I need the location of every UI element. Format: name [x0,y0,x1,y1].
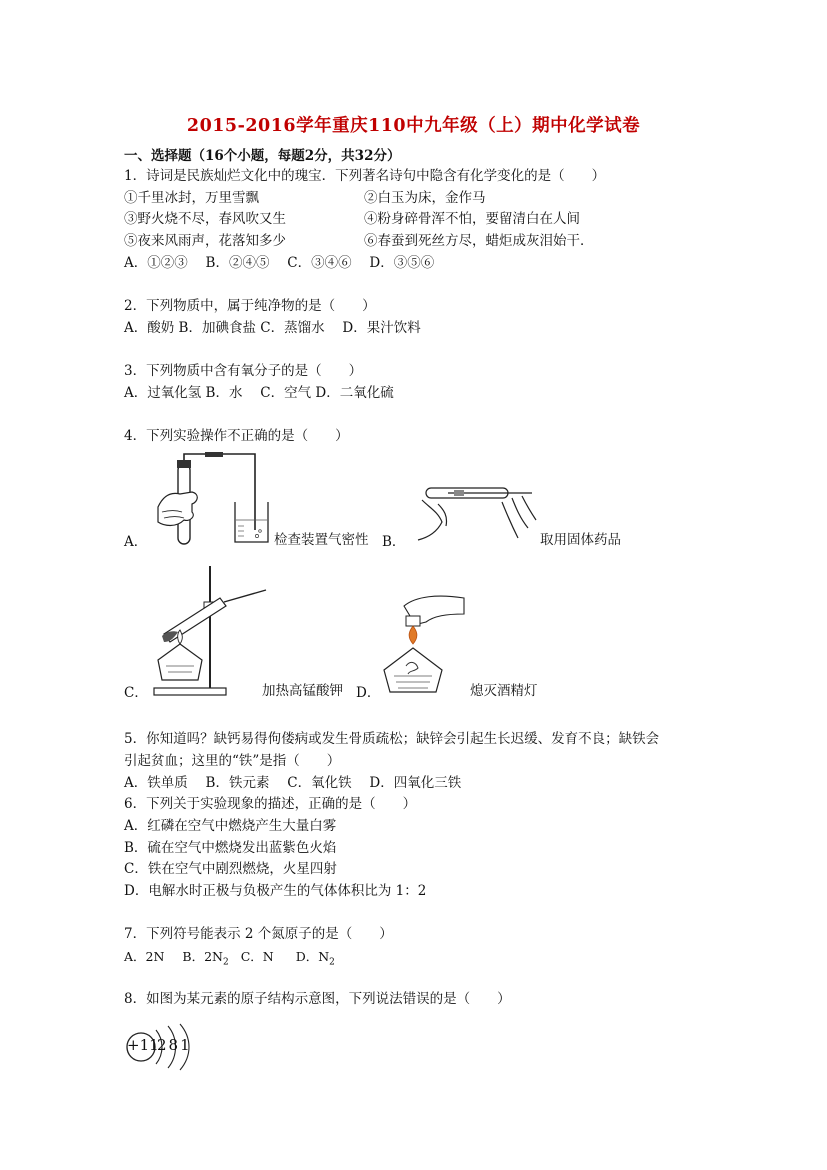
q7-choices [124,947,335,973]
q2-stem: 2．下列物质中，属于纯净物的是（ ） [124,298,376,314]
q1-option-2: ②白玉为床，金作马 [364,190,486,206]
q1-option-4: ④粉身碎骨浑不怕，要留清白在人间 [364,211,580,227]
q6-option-d: D．电解水时正极与负极产生的气体体积比为 1：2 [124,883,427,899]
atomic-structure-diagram [124,1020,196,1074]
q6-option-c: C．铁在空气中剧烈燃烧，火星四射 [124,861,337,877]
q7-option-c: C．N [240,949,274,964]
q4-option-b-label: B． [382,534,406,550]
q4-option-c-caption: 加热高锰酸钾 [262,683,343,699]
q7-option-d: D．$N_2$ [295,949,335,968]
q4-option-b-caption: 取用固体药品 [540,532,621,548]
q7-stem: 7．下列符号能表示 2 个氮原子的是（ ） [124,926,393,942]
q3-choices: A．过氧化氢 B．水 C．空气 D．二氧化硫 [124,385,394,401]
q5-choices: A．铁单质 B．铁元素 C．氧化铁 D．四氧化三铁 [124,775,462,791]
q3-stem: 3．下列物质中含有氧分子的是（ ） [124,363,363,379]
section-heading: 一、选择题（16个小题，每题2分，共32分） [124,148,401,164]
q1-option-5: ⑤夜来风雨声，花落知多少 [124,233,286,249]
q5-stem-line1: 5．你知道吗？缺钙易得佝偻病或发生骨质疏松；缺锌会引起生长迟缓、发育不良；缺铁会 [124,731,660,747]
heating-kmno4-figure [144,562,274,700]
q2-choices: A．酸奶 B．加碘食盐 C．蒸馏水 D．果汁饮料 [124,320,421,336]
q1-stem: 1．诗词是民族灿烂文化中的瑰宝．下列著名诗句中隐含有化学变化的是（ ） [124,168,606,184]
page-title: 2015-2016学年重庆110中九年级（上）期中化学试卷 [186,116,641,136]
q1-option-1: ①千里冰封，万里雪飘 [124,190,259,206]
q1-choices: A．①②③ B．②④⑤ C．③④⑥ D．③⑤⑥ [124,255,435,271]
q4-option-d-label: D． [356,685,381,701]
q6-option-a: A．红磷在空气中燃烧产生大量白雾 [124,818,337,834]
q4-stem: 4．下列实验操作不正确的是（ ） [124,428,349,444]
q4-option-d-caption: 熄灭酒精灯 [470,683,538,699]
solid-reagent-figure [408,478,538,544]
q1-option-6: ⑥春蚕到死丝方尽，蜡炬成灰泪始干． [364,233,594,249]
q1-option-3: ③野火烧不尽，春风吹又生 [124,211,286,227]
airtightness-check-figure [150,452,275,550]
q5-stem-line2: 引起贫血；这里的“铁”是指（ ） [124,753,341,769]
q4-option-c-label: C． [124,685,148,701]
q8-stem: 8．如图为某元素的原子结构示意图，下列说法错误的是（ ） [124,991,511,1007]
q6-stem: 6．下列关于实验现象的描述，正确的是（ ） [124,796,417,812]
q7-option-a: A．2N [124,949,165,964]
q4-option-a-label: A． [124,534,148,550]
extinguish-lamp-figure [376,594,472,698]
nucleus-charge: +11 [127,1036,159,1054]
q4-option-a-caption: 检查装置气密性 [274,532,369,548]
q7-option-b: B．$2N_2$ [182,949,229,968]
electron-shells: 281 [157,1036,192,1054]
q6-option-b: B．硫在空气中燃烧发出蓝紫色火焰 [124,840,337,856]
